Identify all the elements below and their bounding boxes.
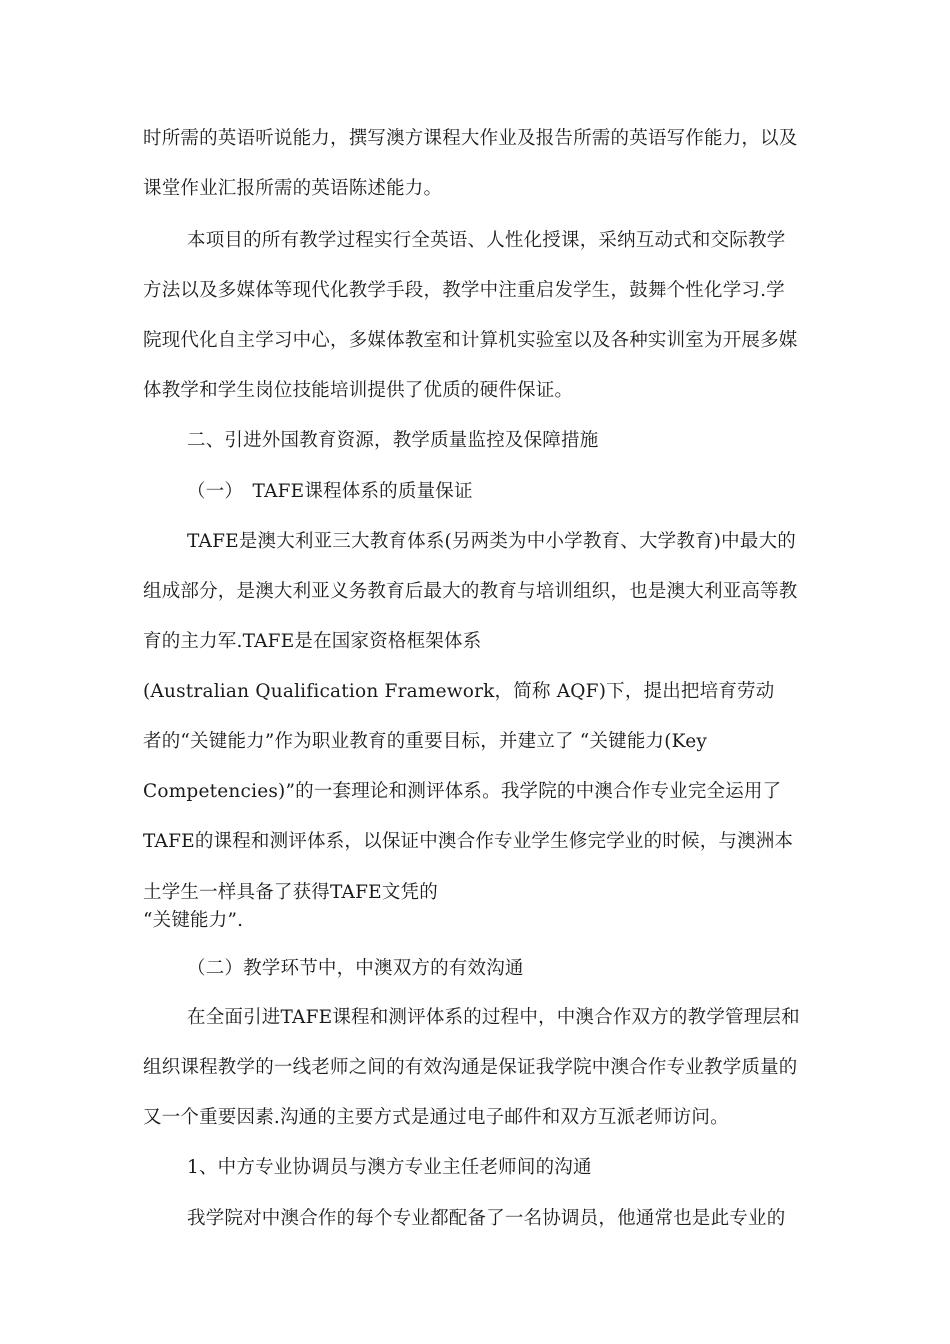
paragraph-line: 院现代化自主学习中心，多媒体教室和计算机实验室以及各种实训室为开展多媒 — [143, 330, 798, 351]
paragraph-line: TAFE是澳大利亚三大教育体系(另两类为中小学教育、大学教育)中最大的 — [187, 531, 796, 552]
paragraph-line: 本项目的所有教学过程实行全英语、人性化授课，采纳互动式和交际教学 — [187, 230, 786, 251]
paragraph-line: (Australian Qualification Framework，简称 AQF)下，提出把培育劳动 — [143, 681, 775, 702]
numbered-heading: 1、中方专业协调员与澳方专业主任老师间的沟通 — [187, 1157, 592, 1178]
paragraph-line: 又一个重要因素.沟通的主要方式是通过电子邮件和双方互派老师访问。 — [143, 1107, 729, 1128]
paragraph-line: 课堂作业汇报所需的英语陈述能力。 — [143, 178, 443, 199]
paragraph-line: 时所需的英语听说能力，撰写澳方课程大作业及报告所需的英语写作能力，以及 — [143, 128, 798, 149]
paragraph-line: 方法以及多媒体等现代化教学手段，教学中注重启发学生，鼓舞个性化学习.学 — [143, 280, 785, 301]
paragraph-line: Competencies)”的一套理论和测评体系。我学院的中澳合作专业完全运用了 — [143, 781, 782, 802]
paragraph-line: 育的主力军.TAFE是在国家资格框架体系 — [143, 631, 482, 652]
paragraph-line: 体教学和学生岗位技能培训提供了优质的硬件保证。 — [143, 380, 574, 401]
paragraph-line: 组织课程教学的一线老师之间的有效沟通是保证我学院中澳合作专业教学质量的 — [143, 1057, 798, 1078]
paragraph-line: 我学院对中澳合作的每个专业都配备了一名协调员，他通常也是此专业的 — [187, 1208, 786, 1229]
paragraph-line: 组成部分，是澳大利亚义务教育后最大的教育与培训组织，也是澳大利亚高等教 — [143, 581, 798, 602]
paragraph-line: 在全面引进TAFE课程和测评体系的过程中，中澳合作双方的教学管理层和 — [187, 1007, 800, 1028]
paragraph-line: 土学生一样具备了获得TAFE文凭的 — [143, 882, 438, 903]
subsection-heading: （一） TAFE课程体系的质量保证 — [187, 481, 473, 502]
paragraph-line: “关键能力”. — [143, 910, 244, 931]
section-heading: 二、引进外国教育资源，教学质量监控及保障措施 — [187, 430, 599, 451]
paragraph-line: TAFE的课程和测评体系，以保证中澳合作专业学生修完学业的时候，与澳洲本 — [143, 831, 794, 852]
subsection-heading: （二）教学环节中，中澳双方的有效沟通 — [187, 958, 524, 979]
paragraph-line: 者的“关键能力”作为职业教育的重要目标，并建立了 “关键能力(Key — [143, 731, 707, 752]
